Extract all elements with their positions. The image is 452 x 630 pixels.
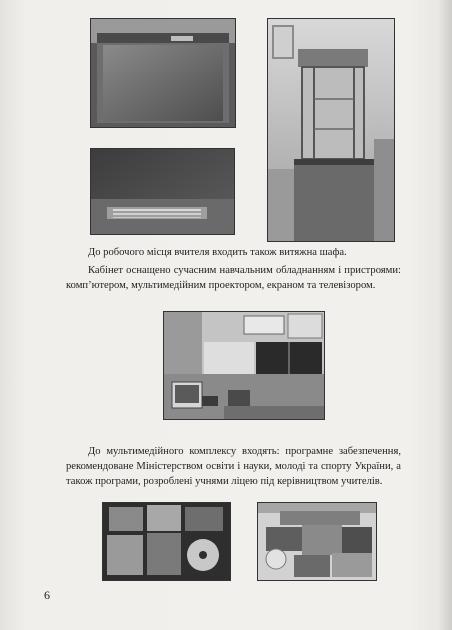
photo-lab-table [91,149,234,234]
paragraph-fume-hood: До робочого місця вчителя входить також витяжна шафа. [88,247,347,258]
photo-software-boxes [258,503,376,580]
paragraph-multimedia: До мультимедійного комплексу входять: програмне забезпечення, рекомендоване Міністерством освіти і науки, молоді та спорту України, а також програми, розроблені учнями ліцею під керівництвом учителів. [66,446,401,487]
page-edge-shadow [438,0,452,630]
photo-software-discs [103,503,230,580]
paragraph-equipment: Кабінет оснащено сучасним навчальним обладнанням і пристроями: комп’ютером, мультимедійним проектором, екраном та телевізором. [66,265,401,291]
page-number: 6 [44,588,50,602]
photo-teacher-desk [91,19,235,127]
photo-classroom-computer [164,312,324,419]
photo-fume-hood [268,19,394,241]
